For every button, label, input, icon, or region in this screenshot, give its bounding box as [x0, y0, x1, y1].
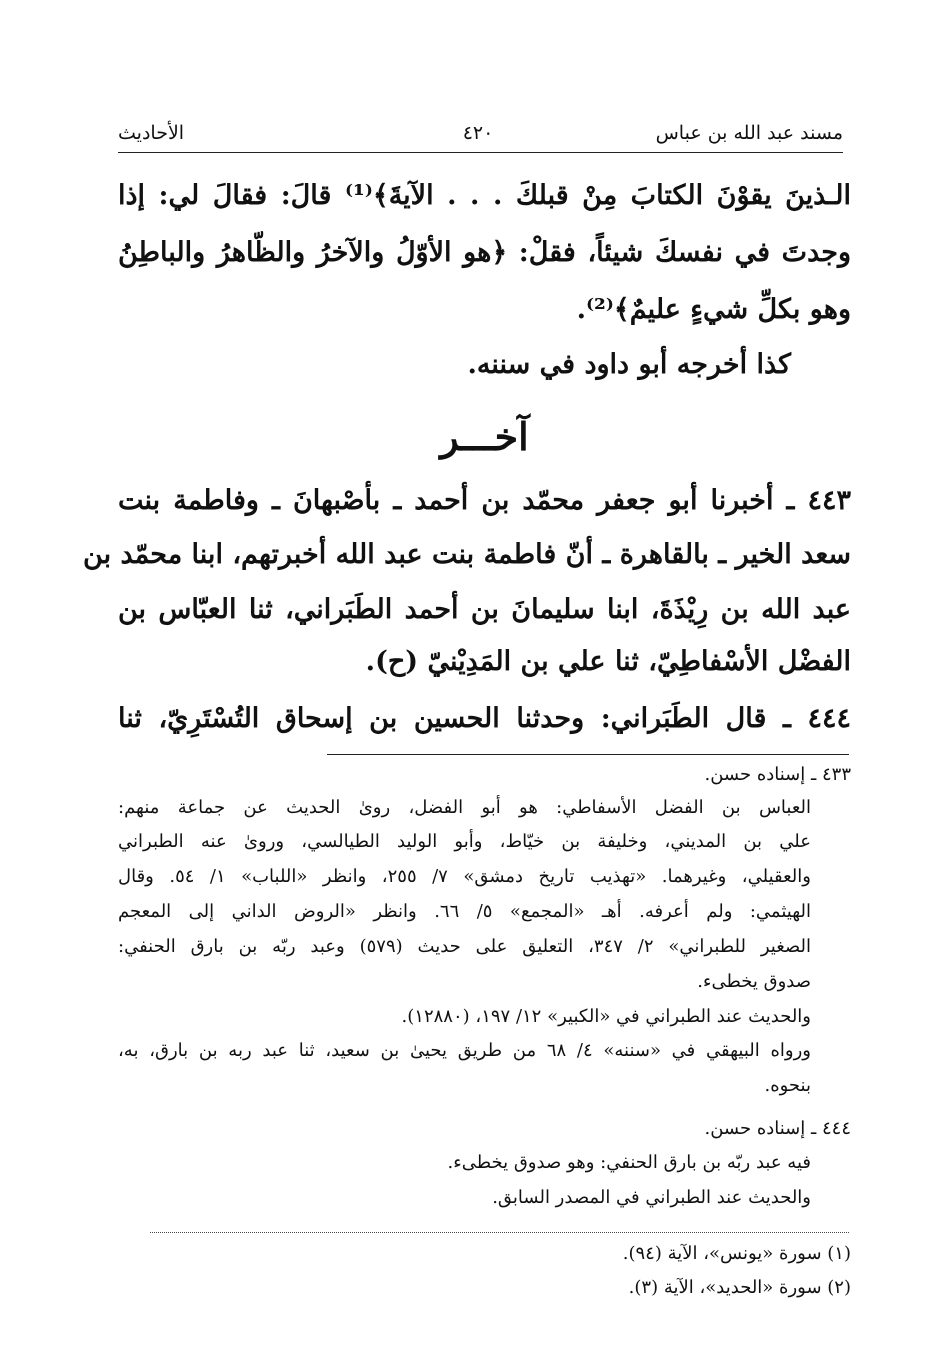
- text-line: ٤٤٣ ـ أخبرنا أبو جعفر محمّد بن أحمد ـ بأصْبهانَ ـ وفاطمة بنت: [118, 485, 851, 516]
- footnote-line: والعقيلي، وغيرهما. «تهذيب تاريخ دمشق» ٧/ ٢٥٥، وانظر «اللباب» ١/ ٥٤. وقال: [118, 866, 811, 887]
- footnote-line: صدوق يخطىء.: [697, 971, 811, 992]
- text-line: كذا أخرجه أبو داود في سننه.: [467, 349, 791, 380]
- text-line: الـذينَ يقوْنَ الكتابَ مِنْ قبلكَ . . . الآيةَ﴾⁽¹⁾ قالَ: فقالَ لي: إذا: [118, 180, 851, 211]
- running-header: [118, 118, 843, 153]
- reference-line: (١) سورة «يونس»، الآية (٩٤).: [622, 1243, 851, 1264]
- reference-line: (٢) سورة «الحديد»، الآية (٣).: [628, 1277, 851, 1298]
- text-line: الفضْل الأسْفاطِيّ، ثنا علي بن المَدِيْنيّ (ح).: [365, 646, 851, 677]
- dotted-separator: [150, 1232, 849, 1233]
- footnote-line: الصغير للطبراني» ٢/ ٣٤٧، التعليق على حديث (٥٧٩) وعبد ربّه بن بارق الحنفي:: [118, 936, 812, 957]
- footnote-line: فيه عبد ربّه بن بارق الحنفي: وهو صدوق يخطىء.: [447, 1152, 811, 1173]
- section-heading: آخـــر: [440, 414, 529, 459]
- footnote-line: الهيثمي: ولم أعرفه. أهـ «المجمع» ٥/ ٦٦. وانظر «الروض الداني إلى المعجم: [118, 901, 811, 922]
- footnote-line: والحديث عند الطبراني في المصدر السابق.: [492, 1187, 811, 1208]
- book-title: مسند عبد الله بن عباس: [655, 122, 843, 144]
- footnote-line: علي بن المديني، وخليفة بن خيّاط، وأبو الوليد الطيالسي، وروىٰ عنه الطبراني: [118, 831, 811, 852]
- footnote-line: ٤٤٤ ـ إسناده حسن.: [704, 1118, 851, 1139]
- text-line: سعد الخير ـ بالقاهرة ـ أنّ فاطمة بنت عبد الله أخبرتهم، ابنا محمّد بن: [83, 539, 851, 570]
- footnote-line: بنحوه.: [764, 1075, 811, 1096]
- footnote-separator: [327, 754, 849, 755]
- text-line: وجدتَ في نفسكَ شيئاً، فقلْ: ﴿هو الأوّلُ والآخرُ والظّاهرُ والباطِنُ: [118, 237, 851, 268]
- section-title: الأحاديث: [118, 122, 185, 144]
- text-line: عبد الله بن رِيْذَةَ، ابنا سليمانَ بن أحمد الطَبَراني، ثنا العبّاس بن: [118, 594, 851, 625]
- text-line: وهو بكلِّ شيءٍ عليمٌ﴾⁽²⁾.: [576, 294, 851, 325]
- footnote-line: والحديث عند الطبراني في «الكبير» ١٢/ ١٩٧، (١٢٨٨٠).: [401, 1006, 811, 1027]
- text-line: ٤٤٤ ـ قال الطَبَراني: وحدثنا الحسين بن إسحاق التُسْتَرِيّ، ثنا: [118, 703, 851, 734]
- footnote-line: ٤٣٣ ـ إسناده حسن.: [704, 764, 851, 785]
- page-number: ٤٢٠: [462, 122, 494, 144]
- footnote-line: ورواه البيهقي في «سننه» ٤/ ٦٨ من طريق يحيىٰ بن سعيد، ثنا عبد ربه بن بارق، به،: [118, 1040, 811, 1061]
- footnote-line: العباس بن الفضل الأسفاطي: هو أبو الفضل، روىٰ الحديث عن جماعة منهم:: [118, 797, 811, 818]
